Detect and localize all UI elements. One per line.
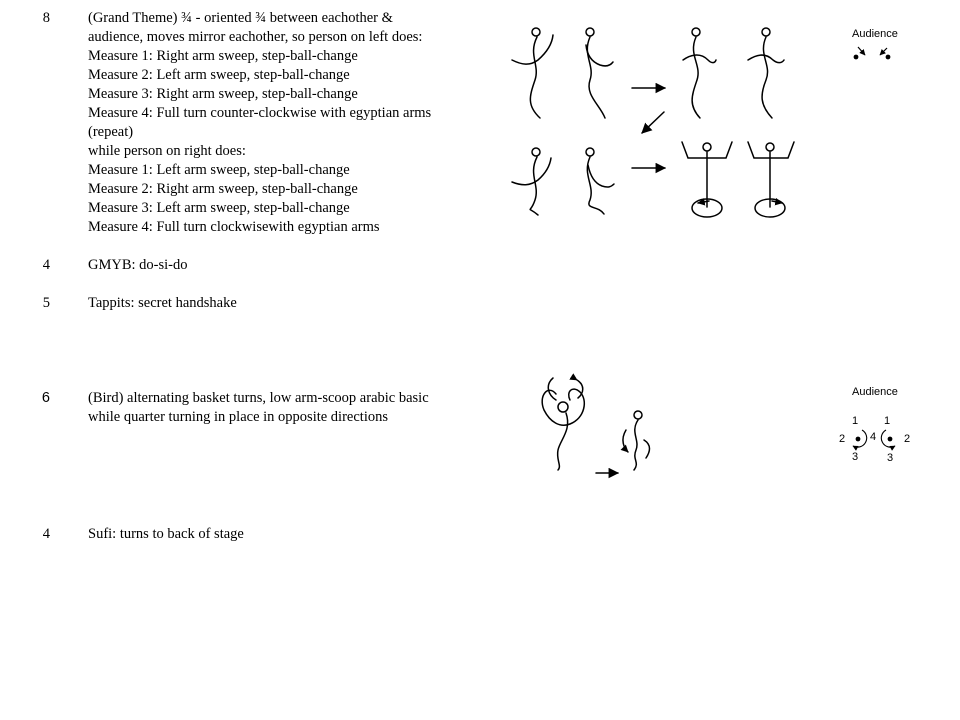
description-line: (repeat) — [88, 124, 134, 140]
dancer-figure-arm-sweep — [586, 28, 613, 118]
dancer-position-marker — [856, 437, 861, 442]
dancer-figure-arm-sweep — [512, 28, 553, 118]
dancer-figure-arm-sweep — [683, 28, 716, 118]
dancer-figure-arm-scoop — [623, 411, 650, 470]
dancer-figure-egyptian-arms — [748, 142, 794, 217]
dancer-position-marker — [886, 55, 891, 60]
description-line: Measure 3: Left arm sweep, step-ball-change — [88, 200, 350, 216]
facing-number: 2 — [904, 433, 911, 445]
description-line: Measure 2: Left arm sweep, step-ball-change — [88, 67, 350, 83]
stage-diagram-top — [852, 28, 898, 59]
description-line: GMYB: do-si-do — [88, 257, 188, 273]
dancer-figure-arm-sweep — [512, 148, 551, 215]
description-line: Sufi: turns to back of stage — [88, 526, 244, 542]
facing-number: 1 — [884, 415, 891, 427]
description-line: audience, moves mirror eachother, so person on left does: — [88, 29, 423, 45]
description-line: (Grand Theme) ¾ - oriented ¾ between eachother & — [88, 10, 393, 26]
facing-arrow — [880, 48, 887, 55]
description-line: Measure 2: Right arm sweep, step-ball-change — [88, 181, 358, 197]
dancer-position-marker — [888, 437, 893, 442]
facing-number: 3 — [887, 452, 894, 464]
description-line: Measure 4: Full turn clockwisewith egyptian arms — [88, 219, 380, 235]
description-line: Measure 1: Left arm sweep, step-ball-change — [88, 162, 350, 178]
description-line: Tappits: secret handshake — [88, 295, 237, 311]
description-line: Measure 4: Full turn counter-clockwise with egyptian arms — [88, 105, 432, 121]
stage-diagram-bottom — [839, 386, 910, 464]
center-number: 4 — [870, 431, 877, 443]
row-count-sufi: 4 — [42, 526, 50, 542]
dancer-figure-basket-turn — [542, 378, 584, 470]
transition-arrow — [642, 112, 664, 133]
audience-label: Audience — [852, 386, 898, 398]
row-count-grand-theme: 8 — [42, 10, 50, 26]
facing-number: 2 — [839, 433, 846, 445]
facing-number: 1 — [852, 415, 859, 427]
description-line: while person on right does: — [88, 143, 246, 159]
facing-arrow — [858, 47, 865, 55]
description-line: Measure 3: Right arm sweep, step-ball-change — [88, 86, 358, 102]
description-line: while quarter turning in place in opposite directions — [88, 409, 388, 425]
dancer-figure-arm-sweep — [748, 28, 784, 118]
facing-number: 3 — [852, 451, 859, 463]
row-count-gmyb: 4 — [42, 257, 50, 273]
dancer-position-marker — [854, 55, 859, 60]
row-count-bird: 6 — [41, 390, 50, 406]
description-line: Measure 1: Right arm sweep, step-ball-change — [88, 48, 358, 64]
dancer-figure-arm-sweep — [586, 148, 614, 214]
dancer-figure-egyptian-arms — [682, 142, 732, 217]
description-line: (Bird) alternating basket turns, low arm-scoop arabic basic — [88, 390, 429, 406]
row-count-tappits: 5 — [42, 295, 50, 311]
audience-label: Audience — [852, 28, 898, 40]
